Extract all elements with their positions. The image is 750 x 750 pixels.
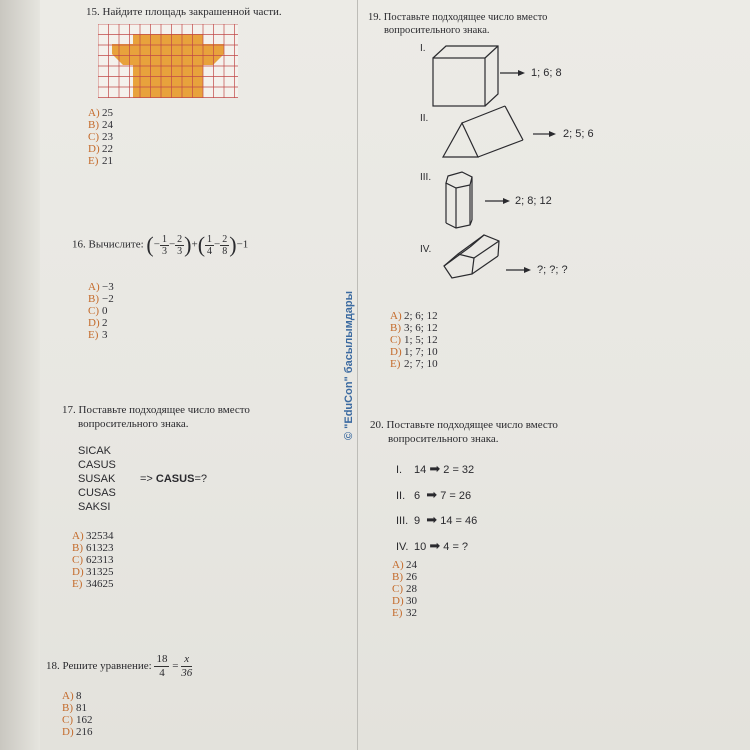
q18-frac-right: $\frac{x}{36}$ (181, 653, 193, 679)
arrow-icons (485, 73, 549, 270)
q17-rule: => CASUS=? (140, 473, 207, 485)
q19-roman-4: IV. (420, 244, 432, 255)
q18-option-a[interactable]: A) 8 (62, 690, 82, 702)
q19-answer-3: 2; 8; 12 (515, 195, 552, 207)
q16-expression: 16. Вычислите: (− $\frac{1}{3}$ − $\frac{2}{3}$ )+( $\frac{1}{4}$ − $\frac{2}{8}$ )−1 (72, 232, 249, 257)
q17-option-c[interactable]: C) 62313 (72, 554, 114, 566)
q19-title (368, 11, 547, 37)
q19-option-b[interactable]: B) 3; 6; 12 (390, 322, 438, 334)
q20-rows (396, 457, 477, 559)
q19-answer-2: 2; 5; 6 (563, 128, 594, 140)
q15-title: 15. Найдите площадь закрашенной части. (86, 6, 282, 18)
q20-row: I. 14 ➡ 2 = 32 (396, 461, 475, 476)
q17-word: CUSAS (78, 487, 116, 499)
q15-option-b[interactable]: B) 24 (88, 119, 113, 131)
q19-roman-2: II. (420, 113, 429, 124)
q16-frac-2: $\frac{2}{3}$ (177, 233, 183, 257)
q19-roman-3: III. (420, 172, 432, 183)
q19-roman-1: I. (420, 43, 426, 54)
q15-option-c[interactable]: C) 23 (88, 131, 113, 143)
page-edge-shadow (0, 0, 40, 750)
q19-options (390, 310, 438, 370)
q16-option-d[interactable]: D) 2 (88, 317, 108, 329)
q17-word-list (78, 444, 116, 514)
q20-title-line1: 20. Поставьте подходящее число вместо (370, 419, 558, 431)
arrow-head-icon (503, 198, 510, 204)
arrow-head-icon (524, 267, 531, 273)
q15-options (88, 107, 113, 167)
q16-option-c[interactable]: C) 0 (88, 305, 108, 317)
q15-option-d[interactable]: D) 22 (88, 143, 113, 155)
q15-option-e[interactable]: E) 21 (88, 155, 113, 167)
cube-figure (433, 46, 498, 106)
q16-option-b[interactable]: B) −2 (88, 293, 114, 305)
q20-option-b[interactable]: B) 26 (392, 571, 417, 583)
q17-option-a[interactable]: A) 32534 (72, 530, 114, 542)
column-divider (357, 0, 358, 750)
q18-option-b[interactable]: B) 81 (62, 702, 87, 714)
q17-word: SAKSI (78, 501, 111, 513)
q20-option-a[interactable]: A) 24 (392, 559, 417, 571)
q16-label: 16. Вычислите: (72, 238, 144, 251)
q17-title (62, 403, 250, 431)
q19-answer-1: 1; 6; 8 (531, 67, 562, 79)
q17-option-d[interactable]: D) 31325 (72, 566, 114, 578)
q20-options (392, 559, 417, 619)
q18-options (62, 690, 93, 738)
q16-frac-3: $\frac{1}{4}$ (207, 233, 213, 257)
q20-option-c[interactable]: C) 28 (392, 583, 417, 595)
arrow-head-icon (549, 131, 556, 137)
q15-option-a[interactable]: A) 25 (88, 107, 113, 119)
q19-title-line1: 19. Поставьте подходящее число вместо (368, 12, 548, 23)
q16-frac-1: $\frac{1}{3}$ (161, 233, 167, 257)
q18-frac-left: $\frac{18}{4}$ (156, 653, 168, 679)
q19-figures (360, 40, 620, 310)
q16-frac-4: $\frac{2}{8}$ (222, 233, 228, 257)
q19-option-c[interactable]: C) 1; 5; 12 (390, 334, 438, 346)
q20-option-d[interactable]: D) 30 (392, 595, 417, 607)
publisher-side-label: © "EduCon" басылымдары (343, 291, 355, 440)
q16-option-a[interactable]: A) −3 (88, 281, 114, 293)
arrow-head-icon (518, 70, 525, 76)
q20-row: II. 6 ➡ 7 = 26 (396, 486, 472, 502)
q17-options (72, 530, 114, 590)
q16-tail: −1 (236, 238, 249, 251)
q19-answer-4: ?; ?; ? (537, 264, 568, 276)
pentagonal-prism-figure (444, 235, 499, 278)
q20-title (370, 418, 558, 446)
hexagonal-prism-figure (446, 172, 472, 228)
q17-option-e[interactable]: E) 34625 (72, 578, 114, 590)
q19-option-a[interactable]: A) 2; 6; 12 (390, 310, 438, 322)
q19-option-d[interactable]: D) 1; 7; 10 (390, 346, 438, 358)
q18-option-d[interactable]: D) 216 (62, 726, 93, 738)
q17-title-line1: 17. Поставьте подходящее число вместо (62, 404, 250, 416)
q19-title-line2: вопросительного знака. (384, 25, 490, 36)
q17-option-b[interactable]: B) 61323 (72, 542, 114, 554)
q19-option-e[interactable]: E) 2; 7; 10 (390, 358, 438, 370)
q18-label: 18. Решите уравнение: (46, 660, 152, 673)
q16-options (88, 281, 114, 341)
q20-option-e[interactable]: E) 32 (392, 607, 417, 619)
q17-title-line2: вопросительного знака. (78, 418, 189, 430)
q18-equation: 18. Решите уравнение: $\frac{18}{4}$ = $\frac{x}{36}$ (46, 653, 193, 679)
q15-grid-figure (98, 24, 238, 98)
q20-title-line2: вопросительного знака. (388, 433, 499, 445)
q17-word: SUSAK (78, 473, 116, 485)
q20-row: III. 9 ➡ 14 = 46 (396, 512, 478, 527)
q17-word: SICAK (78, 445, 112, 457)
q20-row: IV. 10 ➡ 4 = ? (396, 537, 469, 553)
q18-option-c[interactable]: C) 162 (62, 714, 93, 726)
triangular-prism-figure (443, 106, 523, 157)
q16-option-e[interactable]: E) 3 (88, 329, 108, 341)
q17-word: CASUS (78, 459, 116, 471)
